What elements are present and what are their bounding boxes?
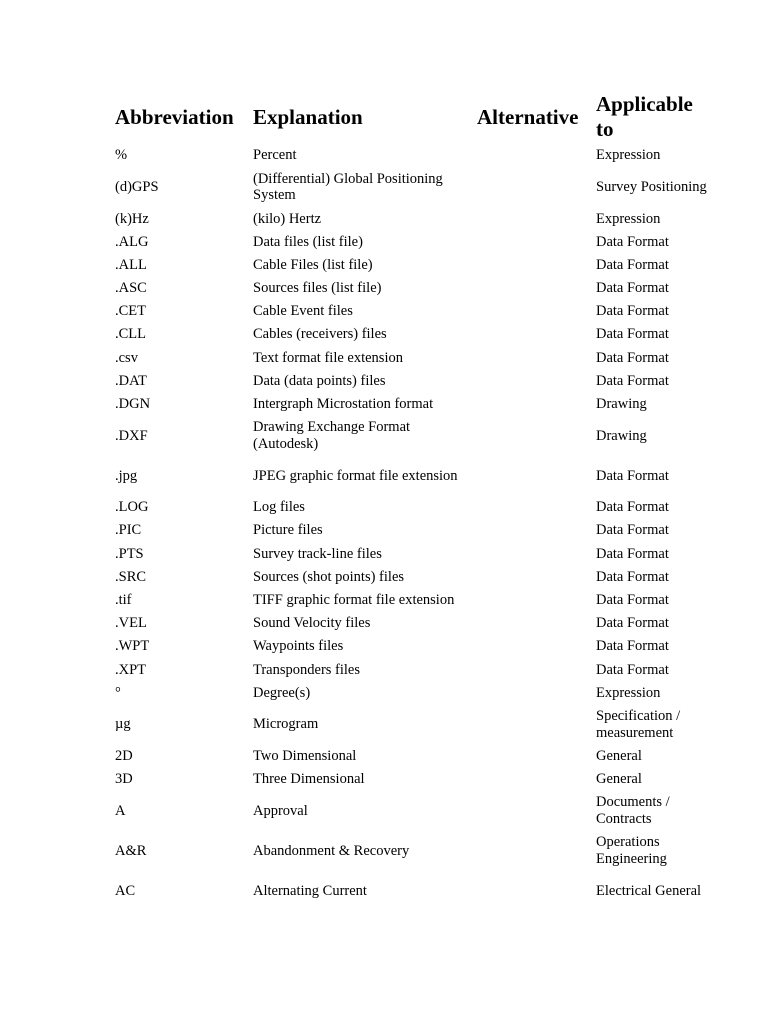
cell-explanation: Survey track-line files: [253, 545, 382, 562]
table-row: [110, 230, 710, 253]
cell-explanation: Two Dimensional: [253, 747, 357, 764]
cell-applicable-to: Data Format: [596, 545, 669, 562]
cell-applicable-to: Data Format: [596, 615, 669, 632]
cell-abbreviation: .csv: [115, 349, 138, 366]
cell-abbreviation: .PTS: [115, 545, 144, 562]
cell-explanation: Cables (receivers) files: [253, 326, 387, 343]
cell-alternative: [472, 635, 591, 658]
cell-alternative: [472, 167, 591, 207]
cell-alternative: [472, 745, 591, 768]
cell-abbreviation: .CET: [115, 303, 147, 320]
cell-applicable-to: Data Format: [596, 522, 669, 539]
cell-applicable-to: Electrical General: [596, 882, 702, 899]
cell-applicable-to: Data Format: [596, 303, 669, 320]
cell-applicable-to: Data Format: [596, 661, 669, 678]
table-row: [110, 277, 710, 300]
cell-abbreviation: .ALG: [115, 233, 149, 250]
cell-applicable-to: Data Format: [596, 280, 669, 297]
cell-alternative: [472, 346, 591, 369]
cell-alternative: [472, 456, 591, 496]
table-row: [110, 612, 710, 635]
cell-explanation: Microgram: [253, 716, 319, 733]
cell-abbreviation: .ASC: [115, 280, 147, 297]
cell-abbreviation: 2D: [115, 747, 133, 764]
cell-applicable-to: Documents / Contracts: [596, 794, 670, 827]
cell-explanation: (kilo) Hertz: [253, 210, 322, 227]
cell-abbreviation: (k)Hz: [115, 210, 149, 227]
table-row: [110, 144, 710, 167]
cell-applicable-to: Survey Positioning: [596, 178, 707, 195]
header-applicable-to: Applicable to: [596, 92, 693, 141]
cell-explanation: Picture files: [253, 522, 323, 539]
table-row: [110, 254, 710, 277]
cell-explanation: Degree(s): [253, 684, 311, 701]
cell-abbreviation: .jpg: [115, 467, 138, 484]
cell-explanation: Transponders files: [253, 661, 361, 678]
cell-abbreviation: .PIC: [115, 522, 142, 539]
cell-explanation: Sound Velocity files: [253, 615, 371, 632]
table-row: [110, 658, 710, 681]
cell-alternative: [472, 658, 591, 681]
cell-alternative: [472, 393, 591, 416]
cell-abbreviation: %: [115, 147, 128, 164]
table-row: [110, 370, 710, 393]
cell-alternative: [472, 300, 591, 323]
header-alternative: Alternative: [477, 104, 579, 129]
table-row: [110, 456, 710, 496]
cell-applicable-to: General: [596, 747, 642, 764]
cell-alternative: [472, 705, 591, 745]
cell-alternative: [472, 542, 591, 565]
cell-alternative: [472, 207, 591, 230]
cell-explanation: Sources (shot points) files: [253, 568, 405, 585]
cell-explanation: Cable Event files: [253, 303, 353, 320]
cell-applicable-to: Expression: [596, 684, 661, 701]
cell-explanation: Sources files (list file): [253, 280, 382, 297]
cell-abbreviation: .SRC: [115, 568, 147, 585]
table-row: [110, 542, 710, 565]
cell-explanation: Alternating Current: [253, 882, 367, 899]
cell-abbreviation: (d)GPS: [115, 178, 159, 195]
cell-explanation: Waypoints files: [253, 638, 344, 655]
cell-applicable-to: Data Format: [596, 568, 669, 585]
cell-alternative: [472, 230, 591, 253]
table-row: [110, 791, 710, 831]
cell-abbreviation: AC: [115, 882, 136, 899]
cell-applicable-to: Data Format: [596, 349, 669, 366]
cell-alternative: [472, 370, 591, 393]
table-row: [110, 705, 710, 745]
cell-applicable-to: Specification / measurement: [596, 708, 681, 741]
header-abbreviation: Abbreviation: [115, 104, 234, 129]
cell-explanation: Data files (list file): [253, 233, 363, 250]
table-row: [110, 393, 710, 416]
cell-applicable-to: General: [596, 771, 642, 788]
cell-abbreviation: µg: [115, 716, 131, 733]
cell-abbreviation: .DAT: [115, 372, 147, 389]
cell-explanation: Percent: [253, 147, 297, 164]
cell-alternative: [472, 254, 591, 277]
cell-applicable-to: Drawing: [596, 396, 647, 413]
cell-abbreviation: .DXF: [115, 427, 148, 444]
table-row: [110, 496, 710, 519]
cell-alternative: [472, 323, 591, 346]
cell-applicable-to: Data Format: [596, 256, 669, 273]
cell-alternative: [472, 612, 591, 635]
cell-abbreviation: .DGN: [115, 396, 151, 413]
cell-explanation: TIFF graphic format file extension: [253, 591, 455, 608]
cell-alternative: [472, 144, 591, 167]
cell-applicable-to: Data Format: [596, 372, 669, 389]
table-row: [110, 768, 710, 791]
cell-applicable-to: Operations Engineering: [596, 834, 667, 867]
table-row: [110, 167, 710, 207]
cell-explanation: Text format file extension: [253, 349, 403, 366]
cell-alternative: [472, 681, 591, 704]
table-row: [110, 681, 710, 704]
cell-explanation: Intergraph Microstation format: [253, 396, 434, 413]
table-row: [110, 300, 710, 323]
cell-explanation: Data (data points) files: [253, 372, 386, 389]
table-row: [110, 519, 710, 542]
table-body: [110, 144, 710, 911]
cell-alternative: [472, 277, 591, 300]
abbreviations-table: [110, 90, 710, 911]
cell-abbreviation: .tif: [115, 591, 132, 608]
cell-explanation: (Differential) Global Positioning System: [253, 170, 443, 204]
cell-alternative: [472, 565, 591, 588]
cell-alternative: [472, 496, 591, 519]
cell-abbreviation: .WPT: [115, 638, 150, 655]
cell-alternative: [472, 871, 591, 911]
cell-applicable-to: Data Format: [596, 638, 669, 655]
cell-applicable-to: Data Format: [596, 233, 669, 250]
cell-alternative: [472, 416, 591, 456]
cell-applicable-to: Drawing: [596, 427, 647, 444]
cell-explanation: Log files: [253, 499, 305, 516]
table-row: [110, 635, 710, 658]
table-row: [110, 416, 710, 456]
cell-explanation: Approval: [253, 802, 308, 819]
table-row: [110, 589, 710, 612]
cell-applicable-to: Data Format: [596, 591, 669, 608]
cell-applicable-to: Data Format: [596, 326, 669, 343]
cell-applicable-to: Expression: [596, 210, 661, 227]
table-row: [110, 323, 710, 346]
table-header: [110, 90, 710, 144]
header-explanation: Explanation: [253, 104, 363, 129]
cell-alternative: [472, 768, 591, 791]
cell-explanation: JPEG graphic format file extension: [253, 467, 458, 484]
table-row: [110, 745, 710, 768]
table-row: [110, 346, 710, 369]
cell-explanation: Cable Files (list file): [253, 256, 373, 273]
cell-alternative: [472, 519, 591, 542]
cell-abbreviation: A: [115, 802, 126, 819]
header-row: [110, 90, 710, 144]
table-row: [110, 207, 710, 230]
cell-applicable-to: Expression: [596, 147, 661, 164]
cell-explanation: Drawing Exchange Format (Autodesk): [253, 419, 411, 452]
cell-alternative: [472, 589, 591, 612]
cell-abbreviation: .CLL: [115, 326, 147, 343]
cell-abbreviation: .XPT: [115, 661, 147, 678]
cell-alternative: [472, 791, 591, 831]
table-row: [110, 831, 710, 871]
cell-abbreviation: 3D: [115, 771, 133, 788]
cell-explanation: Abandonment & Recovery: [253, 842, 410, 859]
cell-abbreviation: °: [115, 684, 121, 701]
table-row: [110, 565, 710, 588]
cell-applicable-to: Data Format: [596, 499, 669, 516]
cell-abbreviation: .VEL: [115, 615, 147, 632]
cell-abbreviation: .LOG: [115, 499, 149, 516]
cell-abbreviation: .ALL: [115, 256, 147, 273]
cell-explanation: Three Dimensional: [253, 771, 365, 788]
cell-applicable-to: Data Format: [596, 467, 669, 484]
cell-alternative: [472, 831, 591, 871]
table-row: [110, 871, 710, 911]
cell-abbreviation: A&R: [115, 842, 147, 859]
